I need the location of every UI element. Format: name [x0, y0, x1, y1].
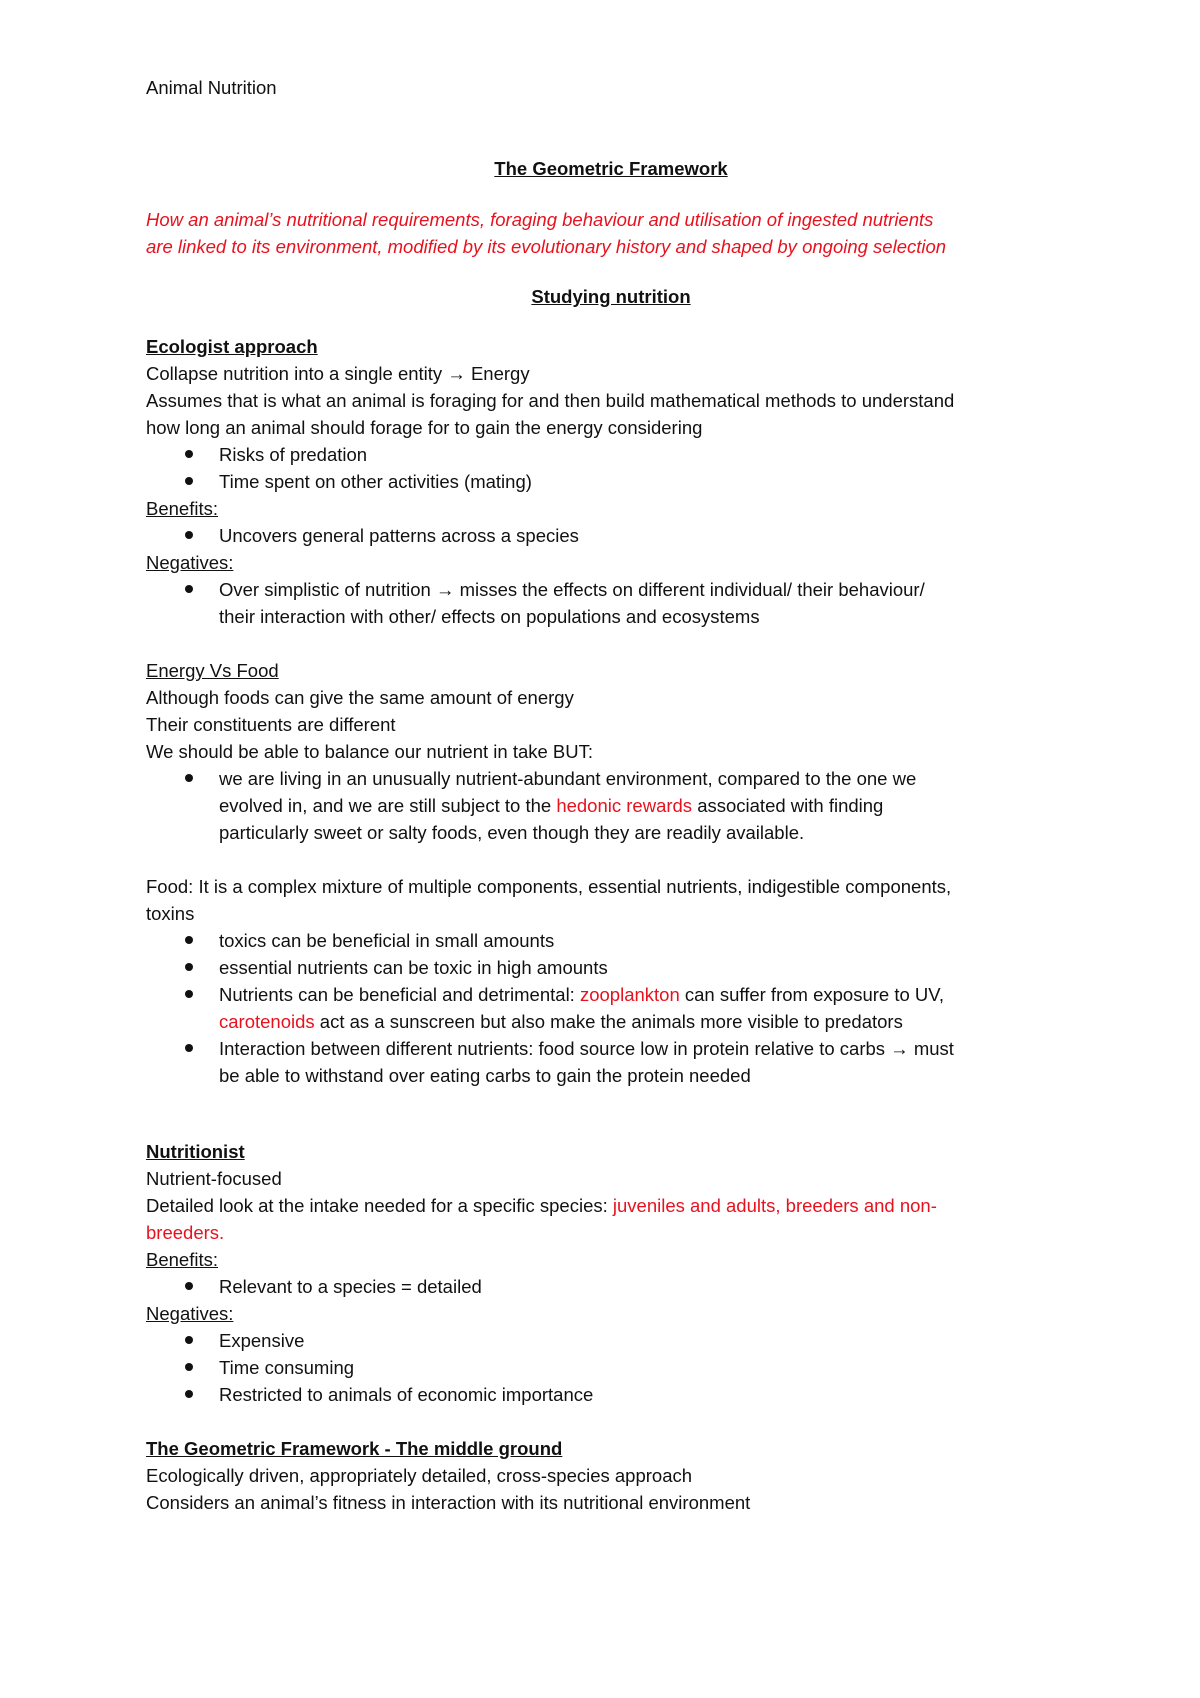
- list-item: Over simplistic of nutrition → misses the effects on different individual/ their behaviour/ their interaction with other/ effects on populations and ecosystems: [146, 576, 1076, 630]
- energy-food-line-3: We should be able to balance our nutrient in take BUT:: [146, 741, 594, 762]
- ecologist-line-1: Collapse nutrition into a single entity → Energy: [146, 363, 530, 384]
- list-item: we are living in an unusually nutrient-abundant environment, compared to the one we evolved in, and we are still subject to the hedonic rewards associated with finding particularly sweet or salty foods, even though they are readily available.: [146, 765, 1076, 846]
- nutritionist-negatives-label: Negatives:: [146, 1303, 234, 1324]
- bullet-icon: [185, 1363, 193, 1371]
- list-item: essential nutrients can be toxic in high amounts: [146, 954, 1076, 981]
- list-item: Risks of predation: [146, 441, 1076, 468]
- nutritionist-heading: Nutritionist: [146, 1141, 245, 1162]
- bullet-icon: [185, 774, 193, 782]
- ecologist-negatives-label: Negatives:: [146, 552, 234, 573]
- list-item: Expensive: [146, 1327, 1076, 1354]
- highlight-carotenoids: carotenoids: [219, 1011, 315, 1032]
- bullet-icon: [185, 585, 193, 593]
- bullet-icon: [185, 963, 193, 971]
- bullet-icon: [185, 1336, 193, 1344]
- intro-line-2: are linked to its environment, modified by its evolutionary history and shaped by ongoing selection: [146, 236, 947, 257]
- list-item: Interaction between different nutrients: food source low in protein relative to carbs → must be able to withstand over eating carbs to gain the protein needed: [146, 1035, 1076, 1089]
- list-item: Uncovers general patterns across a species: [146, 522, 1076, 549]
- nutritionist-line-1: Nutrient-focused: [146, 1168, 282, 1189]
- food-line-1: Food: It is a complex mixture of multiple components, essential nutrients, indigestible components,: [146, 876, 952, 897]
- bullet-icon: [185, 531, 193, 539]
- energy-food-heading: Energy Vs Food: [146, 660, 279, 681]
- ecologist-line-2: Assumes that is what an animal is foraging for and then build mathematical methods to understand: [146, 390, 955, 411]
- bullet-icon: [185, 450, 193, 458]
- document-page: [146, 74, 1076, 1516]
- bullet-icon: [185, 477, 193, 485]
- gf-heading: The Geometric Framework - The middle ground: [146, 1438, 563, 1459]
- bullet-icon: [185, 1282, 193, 1290]
- energy-food-bullets: [146, 765, 1076, 846]
- ecologist-heading: Ecologist approach: [146, 336, 318, 357]
- studying-heading: Studying nutrition: [531, 286, 691, 307]
- list-item: Time spent on other activities (mating): [146, 468, 1076, 495]
- list-item: toxics can be beneficial in small amounts: [146, 927, 1076, 954]
- list-item: Nutrients can be beneficial and detrimental: zooplankton can suffer from exposure to UV, carotenoids act as a sunscreen but also make the animals more visible to predators: [146, 981, 1076, 1035]
- intro-line-1: How an animal’s nutritional requirements, foraging behaviour and utilisation of ingested nutrients: [146, 209, 934, 230]
- ecologist-bullets: [146, 441, 1076, 495]
- highlight-zooplankton: zooplankton: [579, 984, 680, 1005]
- gf-line-1: Ecologically driven, appropriately detailed, cross-species approach: [146, 1465, 693, 1486]
- highlight-hedonic-rewards: hedonic rewards: [556, 795, 693, 816]
- bullet-icon: [185, 936, 193, 944]
- ecologist-benefits: [146, 522, 1076, 549]
- nutritionist-line-3: breeders.: [146, 1222, 225, 1243]
- bullet-icon: [185, 1390, 193, 1398]
- list-item: Relevant to a species = detailed: [146, 1273, 1076, 1300]
- gf-line-2: Considers an animal’s fitness in interaction with its nutritional environment: [146, 1492, 751, 1513]
- food-bullets: [146, 927, 1076, 1089]
- list-item: Restricted to animals of economic importance: [146, 1381, 1076, 1408]
- ecologist-line-3: how long an animal should forage for to gain the energy considering: [146, 417, 703, 438]
- nutritionist-benefits: [146, 1273, 1076, 1300]
- list-item: Time consuming: [146, 1354, 1076, 1381]
- bullet-icon: [185, 1044, 193, 1052]
- ecologist-benefits-label: Benefits:: [146, 498, 218, 519]
- food-line-2: toxins: [146, 903, 195, 924]
- energy-food-line-1: Although foods can give the same amount of energy: [146, 687, 574, 708]
- ecologist-negatives: [146, 576, 1076, 630]
- nutritionist-benefits-label: Benefits:: [146, 1249, 218, 1270]
- highlight-juveniles: juveniles and adults, breeders and non-: [612, 1195, 937, 1216]
- energy-food-line-2: Their constituents are different: [146, 714, 396, 735]
- nutritionist-negatives: [146, 1327, 1076, 1408]
- nutritionist-line-2: Detailed look at the intake needed for a specific species: juveniles and adults, breeders and non-: [146, 1195, 937, 1216]
- document-title: The Geometric Framework: [494, 158, 728, 179]
- bullet-icon: [185, 990, 193, 998]
- document-header: Animal Nutrition: [146, 77, 277, 98]
